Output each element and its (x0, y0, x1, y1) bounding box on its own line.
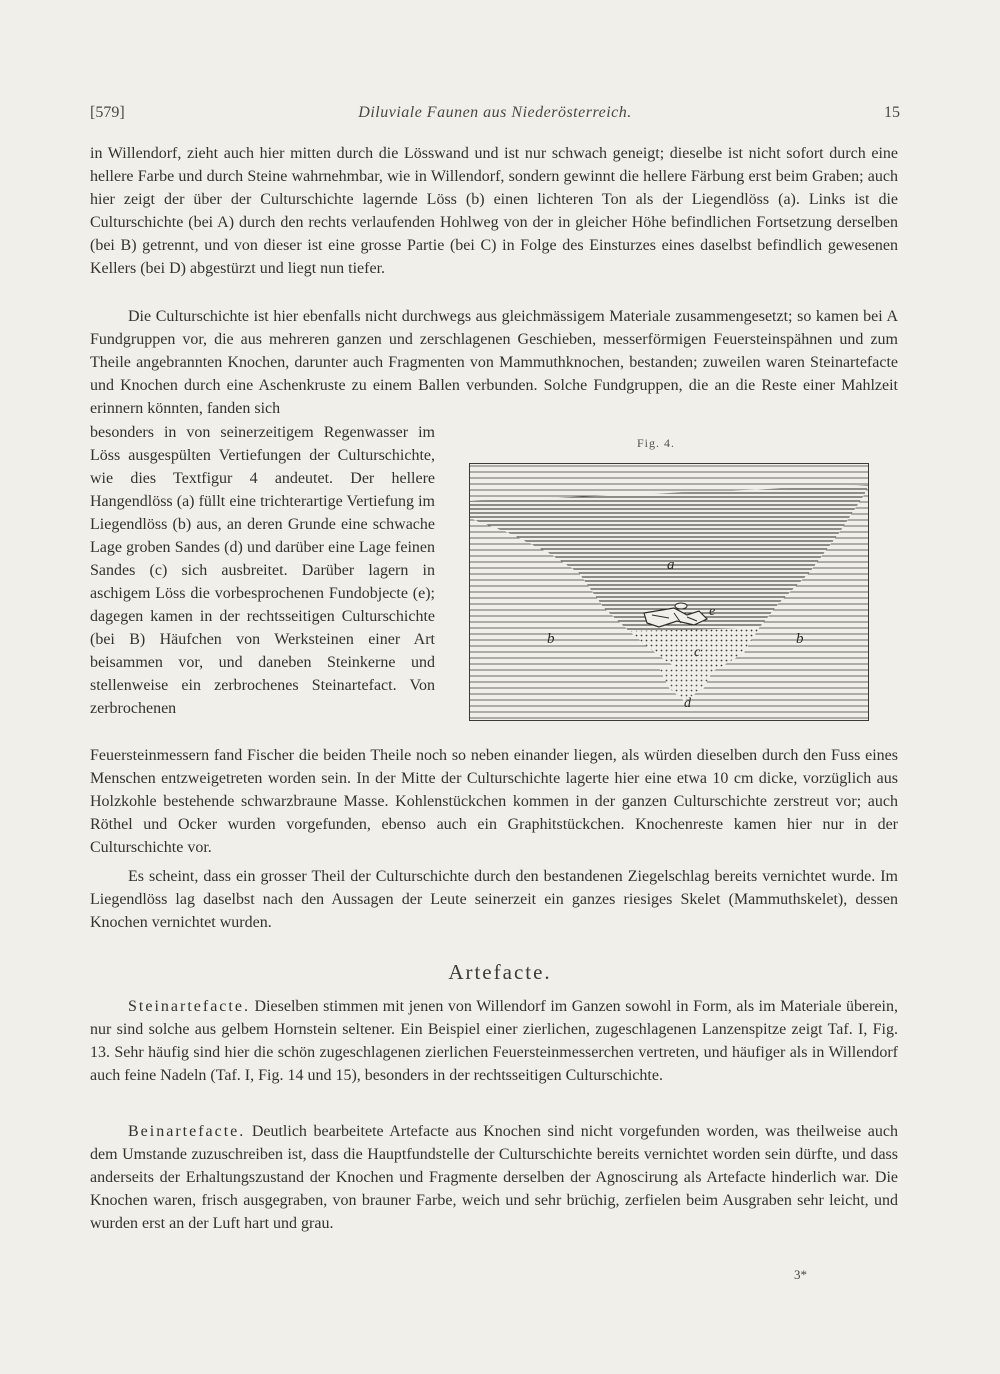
steinartefacte-text: Dieselben stimmen mit jenen von Willendorf im Ganzen sowohl in Form, als im Materiale überein, nur sind solche aus gelbem Hornstein seltener. Ein Beispiel einer zierlichen, zugeschlagenen Lanzenspitze zeigt Taf. I, Fig. 13. Sehr häufig sind hier die schön zugeschlagenen zierlichen Feuersteinmesserchen vertreten, und häufiger als in Willendorf auch feine Nadeln (Taf. I, Fig. 14 und 15), besonders in der rechtsseitigen Culturschichte. (90, 998, 898, 1084)
beinartefacte-lead: Beinartefacte. (128, 1123, 246, 1140)
running-title: Diluviale Faunen aus Niederösterreich. (358, 104, 632, 121)
beinartefacte-text: Deutlich bearbeitete Artefacte aus Knochen sind nicht vorgefunden worden, was theilweise auch dem Umstande zuzuschreiben ist, dass die Hauptfundstelle der Culturschichte bereits vernichtet worden sein dürfte, und dass anderseits der Erhaltungszustand der Knochen und Fragmente derselben der Agnoscirung als Artefacte hinderlich war. Die Knochen waren, frisch ausgegraben, von brauner Farbe, weich und sehr brüchig, zerfielen beim Ausgraben sehr leicht, und wurden erst an der Luft hart und grau. (90, 1123, 898, 1232)
paragraph-ziegelschlag: Es scheint, dass ein grosser Theil der Culturschichte durch den bestandenen Ziegelschlag bereits vernichtet wurde. Im Liegendlöss lag daselbst nach den Aussagen der Leute seinerzeit ein ganzes riesiges Skelet (Mammuthskelet), dessen Knochen vernichtet wurden. (90, 868, 898, 931)
section-heading: Artefacte. (448, 960, 552, 984)
label-c: c (694, 645, 701, 660)
label-b-left: b (547, 631, 555, 647)
label-a: a (667, 557, 675, 573)
figure-caption: Fig. 4. (637, 436, 676, 450)
signature-mark: 3* (794, 1267, 807, 1282)
paragraph-feuersteinmesser: Feuersteinmessern fand Fischer die beiden Theile noch so neben einander liegen, als würden dieselben durch den Fuss eines Menschen entzweigetreten worden sein. In der Mitte der Culturschichte lagerte hier eine etwa 10 cm dicke, vorzüglich aus Holzkohle bestehende schwarzbraune Masse. Kohlenstückchen kommen in der ganzen Culturschichte zerstreut vor; auch Röthel und Ocker wurden vorgefunden, ebenso auch ein Graphitstückchen. Knochenreste kamen hier nur in der Culturschichte vor. (90, 747, 898, 856)
page-bracket-number: [579] (90, 104, 125, 121)
stratigraphy-diagram (469, 463, 869, 721)
page-number: 15 (884, 104, 900, 121)
paragraph-beinartefacte (90, 1120, 898, 1235)
paragraph-continuation: in Willendorf, zieht auch hier mitten durch die Lösswand und ist nur schwach geneigt; dieselbe ist nicht sofort durch eine hellere Farbe und durch Steine wahrnehmbar, wie in Willendorf, sondern gewinnt die hellere Färbung erst beim Graben; auch hier zeigt der über der Culturschichte lagernde Löss (b) einen lichteren Ton als der Liegendlöss (a). Links ist die Culturschichte (bei A) durch den rechts verlaufenden Hohlweg von der in gleicher Höhe befindlichen Fortsetzung derselben (bei B) getrennt, und von dieser ist eine grosse Partie (bei C) in Folge des Einsturzes eines daselbst befindlich gewesenen Kellers (bei D) abgestürzt und liegt nun tiefer. (90, 145, 898, 277)
label-b-right: b (796, 631, 804, 647)
paragraph-steinartefacte (90, 995, 898, 1087)
running-header (90, 104, 900, 128)
paragraph-culturschichte: Die Culturschichte ist hier ebenfalls nicht durchwegs aus gleichmässigem Materiale zusammengesetzt; so kamen bei A Fundgruppen vor, die aus mehreren ganzen und zerschlagenen Geschieben, messerförmigen Feuersteinspähnen und zum Theile angebrannten Knochen, darunter auch Fragmenten von Mammuthknochen, bestanden; zuweilen waren Steinartefacte und Knochen durch eine Aschenkruste zu einem Ballen verbunden. Solche Fundgruppen, die an die Reste einer Mahlzeit erinnern könnten, fanden sich (90, 308, 898, 417)
figure-4 (469, 463, 869, 721)
steinartefacte-lead: Steinartefacte. (128, 998, 250, 1015)
paragraph-textfigur: besonders in von seinerzeitigem Regenwasser im Löss ausgespülten Vertiefungen der Culturschichte, wie dies Textfigur 4 andeutet. Der hellere Hangendlöss (a) füllt eine trichterartige Vertiefung im Liegendlöss (b) aus, an deren Grunde eine schwache Lage groben Sandes (d) und darüber eine Lage feinen Sandes (c) sich ausbreitet. Darüber lagern in aschigem Löss die vorbesprochenen Fundobjecte (e); dagegen kamen in der rechtsseitigen Culturschichte (bei B) Häufchen von Werksteinen einer Art beisammen vor, und daneben Steinkerne und stellenweise ein zerbrochenes Steinartefact. Von zerbrochenen (90, 424, 435, 717)
label-e: e (709, 604, 716, 619)
label-d: d (684, 696, 691, 711)
